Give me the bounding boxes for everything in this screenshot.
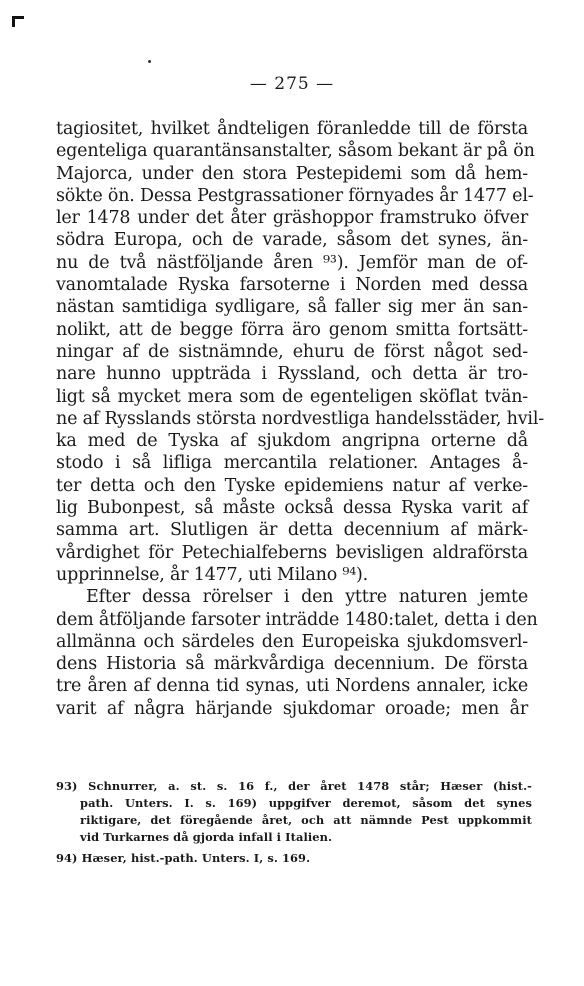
text-line: ne af Rysslands största nordvestliga handelsstäder, hvil- [56,408,544,429]
footnote-line: riktigare, det föregående året, och att nämnde Pest uppkommit [80,813,532,827]
text-line: ka med de Tyska af sjukdom angripna orterne då [56,431,528,452]
text-line: Efter dessa rörelser i den yttre naturen jemte [86,587,528,608]
footnotes [56,778,532,867]
text-line: nu de två nästföljande åren ⁹³). Jemför man de of- [56,252,528,273]
footnote-line: 93) Schnurrer, a. st. s. 16 f., der året 1478 står; Hæser (hist.- [56,779,532,793]
text-line: tre åren af denna tid synas, uti Nordens annaler, icke [56,676,528,697]
text-line: nolikt, att de begge förra äro genom smitta fortsätt- [56,319,528,340]
corner-print-mark [12,16,24,27]
text-line: södra Europa, och de varade, såsom det synes, än- [56,230,528,251]
text-line: tagiositet, hvilket åndteligen föranledde till de första [56,119,528,139]
text-line: dem åtföljande farsoter inträdde 1480:talet, detta i den [56,609,538,630]
text-line: allmänna och särdeles den Europeiska sjukdomsverl- [56,631,528,652]
footnote-line: vid Turkarnes då gjorda infall i Italien. [80,830,333,844]
text-line: nästan samtidiga sydligare, så faller sig mer än san- [56,297,528,318]
text-line: stodo i så lifliga mercantila relationer. Antages å- [56,453,528,474]
text-line: lig Bubonpest, så måste också dessa Ryska varit af [56,498,528,519]
paper-speck [148,60,151,63]
footnote-line: path. Unters. I. s. 169) uppgifver deremot, såsom det synes [80,796,532,810]
text-line: egenteliga quarantänsanstalter, såsom bekant är på ön [56,141,535,162]
text-line: vårdighet för Petechialfeberns bevisligen aldraförsta [56,542,528,563]
text-line: vanomtalade Ryska farsoterne i Norden med dessa [56,275,528,296]
footnote-line: 94) Hæser, hist.-path. Unters. I, s. 169. [56,851,311,865]
body-text [56,118,544,720]
page-number: — 275 — [249,74,335,94]
text-line: upprinnelse, år 1477, uti Milano ⁹⁴). [56,564,369,585]
text-line: samma art. Slutligen är detta decennium af märk- [56,520,528,541]
text-line: varit af några härjande sjukdomar oroade; men år [56,698,528,719]
text-line: sökte ön. Dessa Pestgrassationer förnyades år 1477 el- [56,185,534,206]
text-line: ter detta och den Tyske epidemiens natur af verke- [56,475,528,496]
text-line: dens Historia så märkvårdiga decennium. De första [56,654,528,675]
text-line: ningar af de sistnämnde, ehuru de först något sed- [56,341,528,362]
text-line: ligt så mycket mera som de egenteligen sköflat tvän- [56,386,528,407]
text-line: Majorca, under den stora Pestepidemi som då hem- [56,163,528,184]
text-line: nare hunno uppträda i Ryssland, och detta är tro- [56,364,528,385]
text-line: ler 1478 under det åter gräshoppor framstruko öfver [56,208,528,229]
